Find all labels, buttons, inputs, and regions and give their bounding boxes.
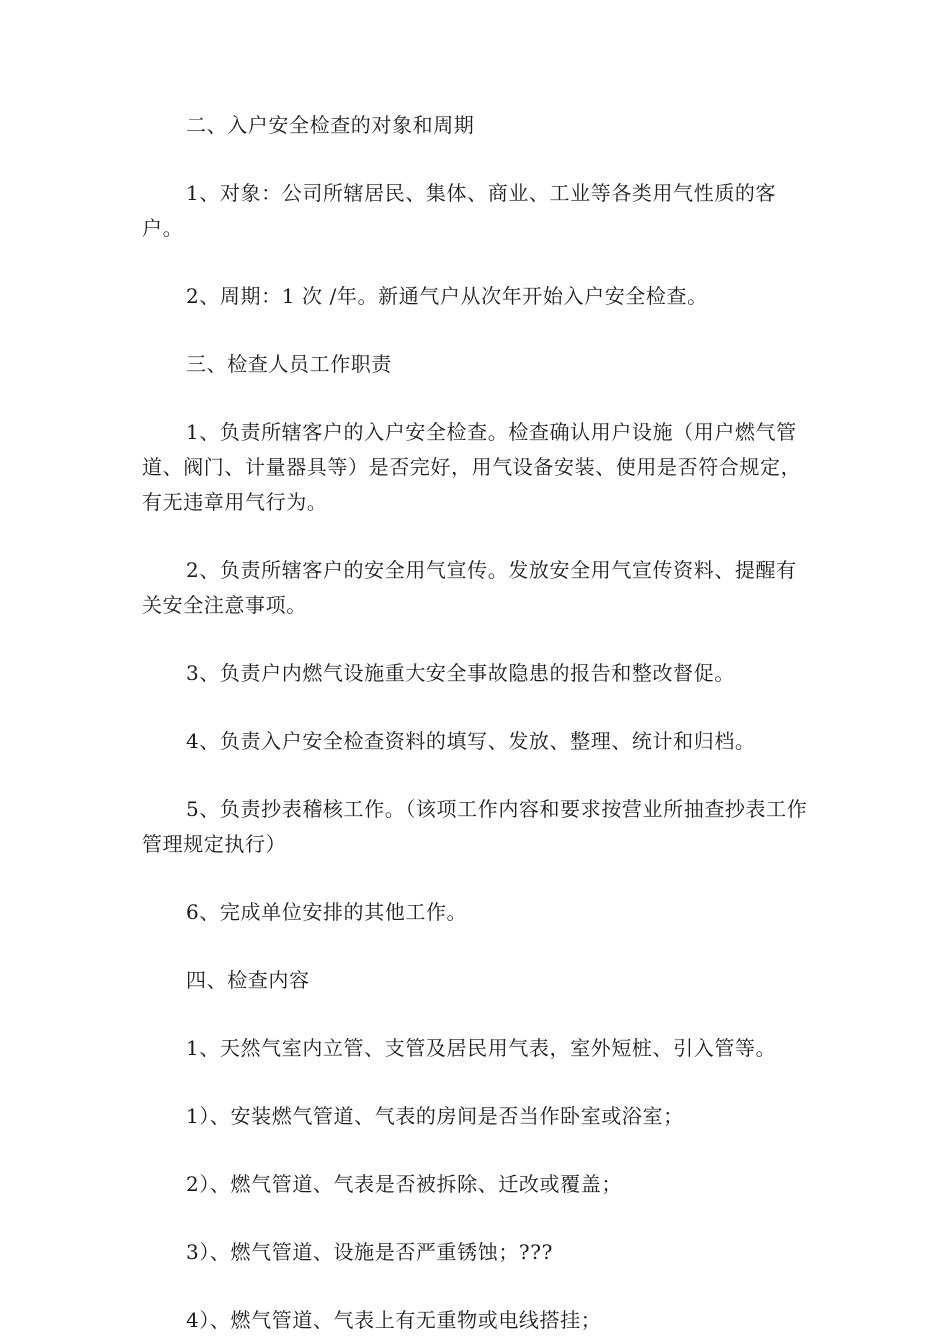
content-subitem-1: 1）、安装燃气管道、气表的房间是否当作卧室或浴室；: [186, 1104, 684, 1128]
section-heading-3: 三、检查人员工作职责: [186, 352, 392, 376]
paragraph-cycle: 2、周期：1 次 /年。新通气户从次年开始入户安全检查。: [186, 284, 708, 308]
section-heading-4: 四、检查内容: [186, 968, 310, 992]
duty-item-4: 4、负责入户安全检查资料的填写、发放、整理、统计和归档。: [186, 729, 756, 753]
paragraph-target: 1、对象：公司所辖居民、集体、商业、工业等各类用气性质的客户。: [142, 181, 777, 240]
content-subitem-4: 4）、燃气管道、气表上有无重物或电线搭挂；: [186, 1308, 602, 1332]
duty-item-3: 3、负责户内燃气设施重大安全事故隐患的报告和整改督促。: [186, 661, 735, 685]
content-subitem-2: 2）、燃气管道、气表是否被拆除、迁改或覆盖；: [186, 1172, 622, 1196]
section-heading-2: 二、入户安全检查的对象和周期: [186, 113, 475, 137]
document-body: [142, 108, 808, 1338]
duty-item-1: 1、负责所辖客户的入户安全检查。检查确认用户设施（用户燃气管道、阀门、计量器具等）是否完好，用气设备安装、使用是否符合规定，有无违章用气行为。: [142, 420, 802, 514]
content-subitem-3: 3）、燃气管道、设施是否严重锈蚀；???: [186, 1240, 553, 1264]
duty-item-5: 5、负责抄表稽核工作。（该项工作内容和要求按营业所抽查抄表工作管理规定执行）: [142, 797, 808, 856]
duty-item-2: 2、负责所辖客户的安全用气宣传。发放安全用气宣传资料、提醒有关安全注意事项。: [142, 558, 797, 617]
content-item-1: 1、天然气室内立管、支管及居民用气表，室外短桩、引入管等。: [186, 1036, 777, 1060]
duty-item-6: 6、完成单位安排的其他工作。: [186, 900, 468, 924]
